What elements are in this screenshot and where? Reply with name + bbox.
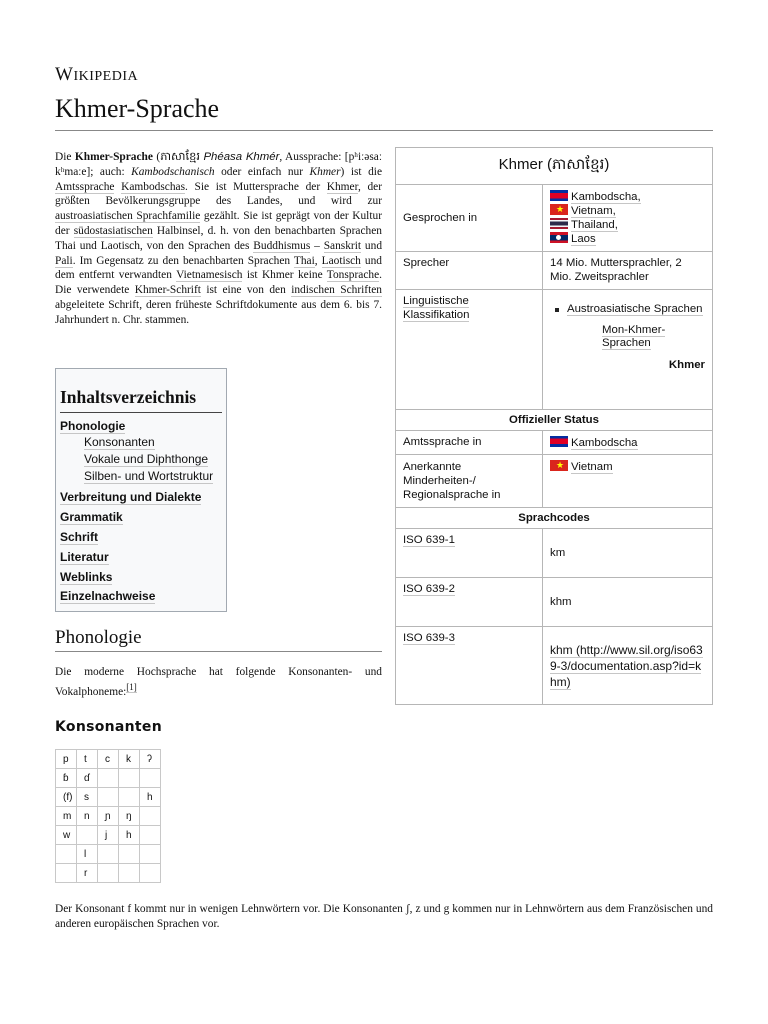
phonologie-paragraph: Die moderne Hochsprache hat folgende Konsonanten- und Vokalphoneme:[1] — [55, 666, 382, 698]
consonant-cell — [119, 788, 140, 807]
link-khmer[interactable]: Khmer — [326, 180, 358, 193]
lead-bold-title: Khmer-Sprache — [74, 151, 153, 163]
logo-iki: IKIPEDIA — [73, 69, 139, 84]
consonant-row — [56, 826, 161, 845]
link-country-vietnam[interactable]: Vietnam, — [571, 205, 616, 217]
link-khmer-schrift[interactable]: Khmer-Schrift — [134, 284, 201, 297]
link-iso-639-3[interactable]: ISO 639-3 — [403, 632, 455, 644]
link-iso-639-1[interactable]: ISO 639-1 — [403, 534, 455, 546]
lead-paragraph: Die Khmer-Sprache (ភាសាខ្មែរ Phéasa Khmér, Aussprache: [pʰiːəsaː kʰmaːe]; auch: Kambodschanisch oder einfach nur Khmer) ist die Amtssprache Kambodschas. Sie ist Muttersprache der Khmer, der größten Bevölkerungsgruppe des Landes, und wird zur austroasiatischen Sprachfamilie gezählt. Sie ist geprägt von der Kultur der südostasiatischen Halbinsel, d. h. von den benachbarten Sprachen Thai und Laotisch, von den Sprachen des Buddhismus – Sanskrit und Pali. Im Gegensatz zu den benachbarten Sprachen Thai, Laotisch und dem entfernt verwandten Vietnamesisch ist Khmer keine Tonsprache. Die verwendete Khmer-Schrift ist eine von den indischen Schriften abgeleitete Schrift, deren früheste Schriftdokumente aus dem 6. bis 7. Jahrhundert n. Chr. stammen. — [55, 149, 383, 326]
consonant-row — [56, 845, 161, 864]
infobox-label-iso3 — [396, 627, 543, 705]
toc-item-verbreitung[interactable]: Verbreitung und Dialekte — [60, 490, 202, 504]
link-amts-kambodscha[interactable]: Kambodscha — [571, 437, 638, 449]
toc-title: Inhaltsverzeichnis — [60, 387, 197, 407]
consonant-footnote: Der Konsonant f kommt nur in wenigen Lehnwörtern vor. Die Konsonanten ʃ, z und g kommen nur in Lehnwörtern aus dem Französischen und anderen europäischen Sprachen vor. — [55, 903, 713, 930]
link-suedostasiatisch[interactable]: südostasiatischen — [73, 224, 153, 237]
infobox — [395, 147, 713, 705]
consonant-cell: ɗ — [77, 769, 98, 788]
infobox-value-iso2: khm — [543, 578, 713, 627]
consonant-cell: p — [56, 750, 77, 769]
link-tonsprache[interactable]: Tonsprache — [326, 269, 380, 282]
consonant-cell — [140, 769, 161, 788]
toc-item-grammatik[interactable]: Grammatik — [60, 510, 123, 524]
consonant-cell: s — [77, 788, 98, 807]
infobox-countries — [543, 185, 713, 252]
logo-w: W — [55, 64, 74, 85]
consonant-table — [55, 749, 161, 883]
consonant-cell: c — [98, 750, 119, 769]
infobox-value-minderheiten — [543, 455, 713, 508]
consonant-cell: k — [119, 750, 140, 769]
link-vietnamesisch[interactable]: Vietnamesisch — [176, 269, 243, 282]
link-buddhismus[interactable]: Buddhismus — [253, 239, 311, 252]
link-kambodschas[interactable]: Kambodschas — [121, 180, 186, 193]
consonant-cell — [119, 845, 140, 864]
infobox-label-amtssprache: Amtssprache in — [396, 431, 543, 455]
infobox-label-sprecher: Sprecher — [396, 252, 543, 290]
title-divider — [55, 130, 713, 131]
khmer-script: ភាសាខ្មែរ — [160, 149, 200, 163]
consonant-cell — [140, 807, 161, 826]
link-laotisch[interactable]: Laotisch — [321, 254, 361, 267]
toc-item-konsonanten[interactable]: Konsonanten — [84, 435, 155, 449]
cambodia-flag-icon — [550, 190, 568, 201]
link-iso-639-2[interactable]: ISO 639-2 — [403, 583, 455, 595]
toc-item-vokale[interactable]: Vokale und Diphthonge — [84, 452, 209, 466]
consonant-cell: (f) — [56, 788, 77, 807]
consonant-cell: h — [119, 826, 140, 845]
link-sil-iso639-3[interactable]: khm (http://www.sil.org/iso639-3/documentation.asp?id=khm) — [550, 642, 703, 689]
infobox-label-iso2 — [396, 578, 543, 627]
consonant-cell: h — [140, 788, 161, 807]
klassifikation-khmer: Khmer — [668, 359, 705, 371]
cambodia-flag-icon — [550, 436, 568, 447]
consonant-cell: ɲ — [98, 807, 119, 826]
thailand-flag-icon — [550, 218, 568, 229]
translit: Phéasa Khmér — [203, 151, 280, 163]
consonant-cell — [98, 864, 119, 883]
toc-item-phonologie[interactable]: Phonologie — [60, 419, 126, 433]
link-sanskrit[interactable]: Sanskrit — [323, 239, 362, 252]
page-title: Khmer-Sprache — [55, 94, 220, 123]
infobox-heading-status: Offizieller Status — [396, 410, 713, 431]
infobox-value-iso1: km — [543, 529, 713, 578]
link-mon-khmer[interactable]: Mon-Khmer-Sprachen — [602, 324, 666, 349]
link-amtssprache[interactable]: Amtssprache — [55, 180, 115, 193]
link-country-thailand[interactable]: Thailand, — [571, 219, 618, 231]
toc-item-weblinks[interactable]: Weblinks — [60, 570, 113, 584]
consonant-cell — [119, 769, 140, 788]
consonant-cell — [98, 788, 119, 807]
infobox-label-gesprochen: Gesprochen in — [396, 185, 543, 252]
link-thai[interactable]: Thai — [293, 254, 315, 267]
consonant-cell: j — [98, 826, 119, 845]
consonant-cell: m — [56, 807, 77, 826]
infobox-value-sprecher: 14 Mio. Muttersprachler, 2 Mio. Zweitsprachler — [543, 252, 713, 290]
infobox-value-klassifikation — [543, 290, 713, 410]
toc-item-silben[interactable]: Silben- und Wortstruktur — [84, 469, 214, 483]
subsection-heading-konsonanten: Konsonanten — [55, 719, 162, 735]
consonant-cell — [140, 845, 161, 864]
vietnam-flag-icon — [550, 460, 568, 471]
consonant-row — [56, 750, 161, 769]
toc-item-literatur[interactable]: Literatur — [60, 550, 109, 564]
consonant-cell: w — [56, 826, 77, 845]
link-country-kambodscha[interactable]: Kambodscha, — [571, 191, 641, 203]
infobox-value-amtssprache — [543, 431, 713, 455]
consonant-cell: ɓ — [56, 769, 77, 788]
toc-divider — [60, 412, 222, 413]
consonant-cell — [56, 864, 77, 883]
consonant-row — [56, 864, 161, 883]
infobox-label-iso1 — [396, 529, 543, 578]
table-of-contents — [55, 368, 227, 612]
link-country-laos[interactable]: Laos — [571, 233, 596, 245]
consonant-cell: ŋ — [119, 807, 140, 826]
consonant-cell — [140, 864, 161, 883]
link-austroasiatisch[interactable]: austroasiatischen Sprachfamilie — [55, 210, 201, 223]
consonant-cell — [98, 769, 119, 788]
wikipedia-logo[interactable] — [55, 64, 138, 86]
section-heading-phonologie: Phonologie — [55, 627, 142, 648]
reference-link-1[interactable]: [1] — [126, 681, 137, 692]
consonant-cell — [140, 826, 161, 845]
infobox-label-klassifikation — [396, 290, 543, 410]
section-divider — [55, 651, 382, 652]
consonant-cell: l — [77, 845, 98, 864]
toc-item-schrift[interactable]: Schrift — [60, 530, 99, 544]
laos-flag-icon — [550, 232, 568, 243]
vietnam-flag-icon — [550, 204, 568, 215]
infobox-label-minderheiten: Anerkannte Minderheiten-/ Regionalsprache in — [396, 455, 543, 508]
link-austroasiatische-sprachen[interactable]: Austroasiatische Sprachen — [567, 303, 703, 315]
link-pali[interactable]: Pali — [55, 254, 73, 267]
consonant-cell — [98, 845, 119, 864]
consonant-row — [56, 769, 161, 788]
link-minder-vietnam[interactable]: Vietnam — [571, 461, 613, 473]
consonant-cell — [119, 864, 140, 883]
toc-item-einzelnachweise[interactable]: Einzelnachweise — [60, 589, 156, 603]
consonant-cell — [56, 845, 77, 864]
consonant-cell: t — [77, 750, 98, 769]
consonant-cell: ʔ — [140, 750, 161, 769]
infobox-value-iso3 — [543, 627, 713, 705]
consonant-row — [56, 807, 161, 826]
infobox-title: Khmer (ភាសាខ្មែរ) — [396, 148, 713, 185]
infobox-heading-sprachcodes: Sprachcodes — [396, 508, 713, 529]
consonant-cell: n — [77, 807, 98, 826]
link-indische-schriften[interactable]: indischen Schriften — [291, 284, 382, 297]
consonant-row — [56, 788, 161, 807]
consonant-cell: r — [77, 864, 98, 883]
consonant-cell — [77, 826, 98, 845]
link-klassifikation[interactable]: Linguistische Klassifikation — [403, 295, 470, 321]
